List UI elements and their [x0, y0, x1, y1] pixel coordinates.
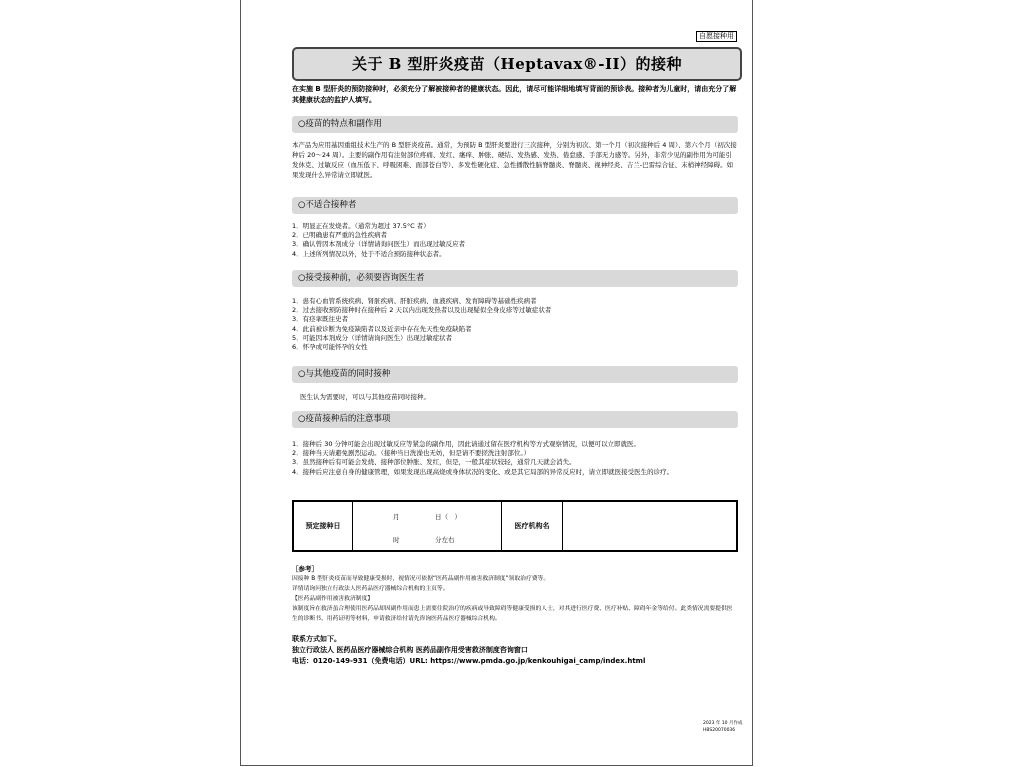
reference-line: 【医药品副作用被害救济制度】 [292, 596, 374, 602]
list-item: 1．患有心血管系统疾病、肾脏疾病、肝脏疾病、血液疾病、发育障碍等基础性疾病者 [292, 297, 537, 305]
list-item: 2．过去接收预防接种时在接种后 2 天以内出现发热者以及出现疑似全身皮疹等过敏症状者 [292, 306, 552, 315]
scheduled-date-label: 预定接种日 [294, 502, 353, 550]
reference-heading: ［参考］ [292, 565, 318, 573]
contact-line: 独立行政法人 医药品医疗器械综合机构 医药品副作用受害救济制度咨询窗口 [292, 646, 528, 654]
contact-section [292, 634, 738, 667]
list-item: 4．接种后应注意自身的健康管理，如果发现出现高烧或身体状况的变化、或是其它局部的异常反应时，请立即就医接受医生的诊疗。 [292, 467, 674, 476]
hour-label: 时 [393, 536, 400, 544]
minute-label: 分左右 [435, 536, 455, 544]
list-item: 3．虽然接种后有可能会发烧、接种部位肿胀、发红，但是，一般其症状较轻，通常几天就会消失。 [292, 458, 576, 467]
institution-name-field[interactable] [563, 502, 736, 550]
simultaneous-body: 医生认为需要时，可以与其他疫苗同时接种。 [300, 393, 430, 401]
list-item: 2．已明确患有严重的急性疾病者 [292, 231, 388, 240]
intro-paragraph: 在实施 B 型肝炎的预防接种时，必须充分了解被接种者的健康状态。因此，请尽可能详细地填写背面的预诊表。接种者为儿童时，请由充分了解其健康状态的监护人填写。 [292, 85, 737, 104]
day-label: 日（ ） [435, 513, 461, 521]
list-item: 5．可能因本剂成分（详情请询问医生）出现过敏症状者 [292, 333, 453, 342]
list-item: 2．接种当天请避免剧烈运动。（接种当日洗澡也无妨，但是请不要搓洗注射部位。） [292, 449, 531, 458]
voluntary-vaccination-tag: 自愿接种用 [696, 31, 737, 42]
list-item: 4．此前被诊断为免疫缺陷者以及近亲中存在先天性免疫缺陷者 [292, 324, 472, 333]
creation-date: 2023 年 10 月作成 [703, 721, 743, 726]
contact-line: 联系方式如下。 [292, 635, 341, 643]
section-heading-unsuitable: ○不适合接种者 [292, 197, 738, 214]
document-footer [703, 720, 742, 734]
unsuitable-list [292, 222, 738, 259]
section-heading-simultaneous: ○与其他疫苗的同时接种 [292, 366, 738, 383]
precautions-list [292, 440, 738, 477]
reference-section [292, 564, 738, 624]
contact-line: 电话：0120-149-931（免费电话）URL: https://www.pmda.go.jp/kenkouhigai_camp/index.html [292, 657, 646, 665]
list-item: 3．确认曾因本剂成分（详情请询问医生）而出现过敏反应者 [292, 240, 466, 249]
scheduled-date-field[interactable] [353, 502, 502, 550]
list-item: 4．上述所列情况以外，处于不适合预防接种状态者。 [292, 249, 446, 258]
section-heading-precautions: ○疫苗接种后的注意事项 [292, 411, 738, 428]
list-item: 3．有痉挛既往史者 [292, 315, 349, 324]
vaccination-schedule-table [292, 500, 738, 552]
document-page [240, 0, 753, 766]
list-item: 6．怀孕或可能怀孕的女性 [292, 343, 368, 352]
institution-name-label: 医疗机构名 [502, 502, 563, 550]
list-item: 1．明显正在发烧者。（通常为超过 37.5°C 者） [292, 222, 430, 230]
list-item: 1．接种后 30 分钟可能会出现过敏反应等紧急的副作用，因此请通过留在医疗机构等方式观察情况，以便可以立即就医。 [292, 440, 641, 448]
reference-line: 因接种 B 型肝炎疫苗而导致健康受损时，视情况可依据“医药品副作用被害救济制度”领取治疗费等。 [292, 576, 550, 582]
section-heading-consult: ○接受接种前，必须要咨询医生者 [292, 270, 738, 287]
reference-line: 该制度旨在救济虽合理使用医药品却因副作用而患上需要住院治疗的疾病或导致障碍等健康受损的人士，对其进行医疗费、医疗补贴、障碍年金等给付。此类情况需要提供医生的诊断书、用药证明等材料，申请救济给付请先咨询医药品医疗器械综合机构。 [292, 606, 733, 622]
consult-list [292, 297, 738, 352]
document-code: HBS20070036 [703, 728, 736, 733]
section-heading-features: ○疫苗的特点和副作用 [292, 116, 738, 133]
features-body: 本产品为应用基因重组技术生产的 B 型肝炎疫苗。通常，为预防 B 型肝炎要进行三次接种，分别为初次、第一个月（初次接种后 4 周）、第六个月（初次接种后 20～24 周）。主要的副作用有注射部位疼痛、发红、瘙痒、肿胀、硬结、发热感、发热、倦怠感、手部无力感等。另外，非常少见的副作用为可能引发休克、过敏反应（血压低下、呼吸困难、面部苍白等）、多发性硬化症、急性播散性脑脊髓炎、脊髓炎、视神经炎、吉兰-巴雷综合征、末梢神经障碍。如果发现什么异常请立即就医。 [292, 141, 737, 179]
reference-line: 详情请询问独立行政法人医药品医疗器械综合机构的主页等。 [292, 586, 449, 592]
month-label: 月 [393, 513, 400, 521]
document-title: 关于 B 型肝炎疫苗（Heptavax®-II）的接种 [292, 47, 742, 81]
